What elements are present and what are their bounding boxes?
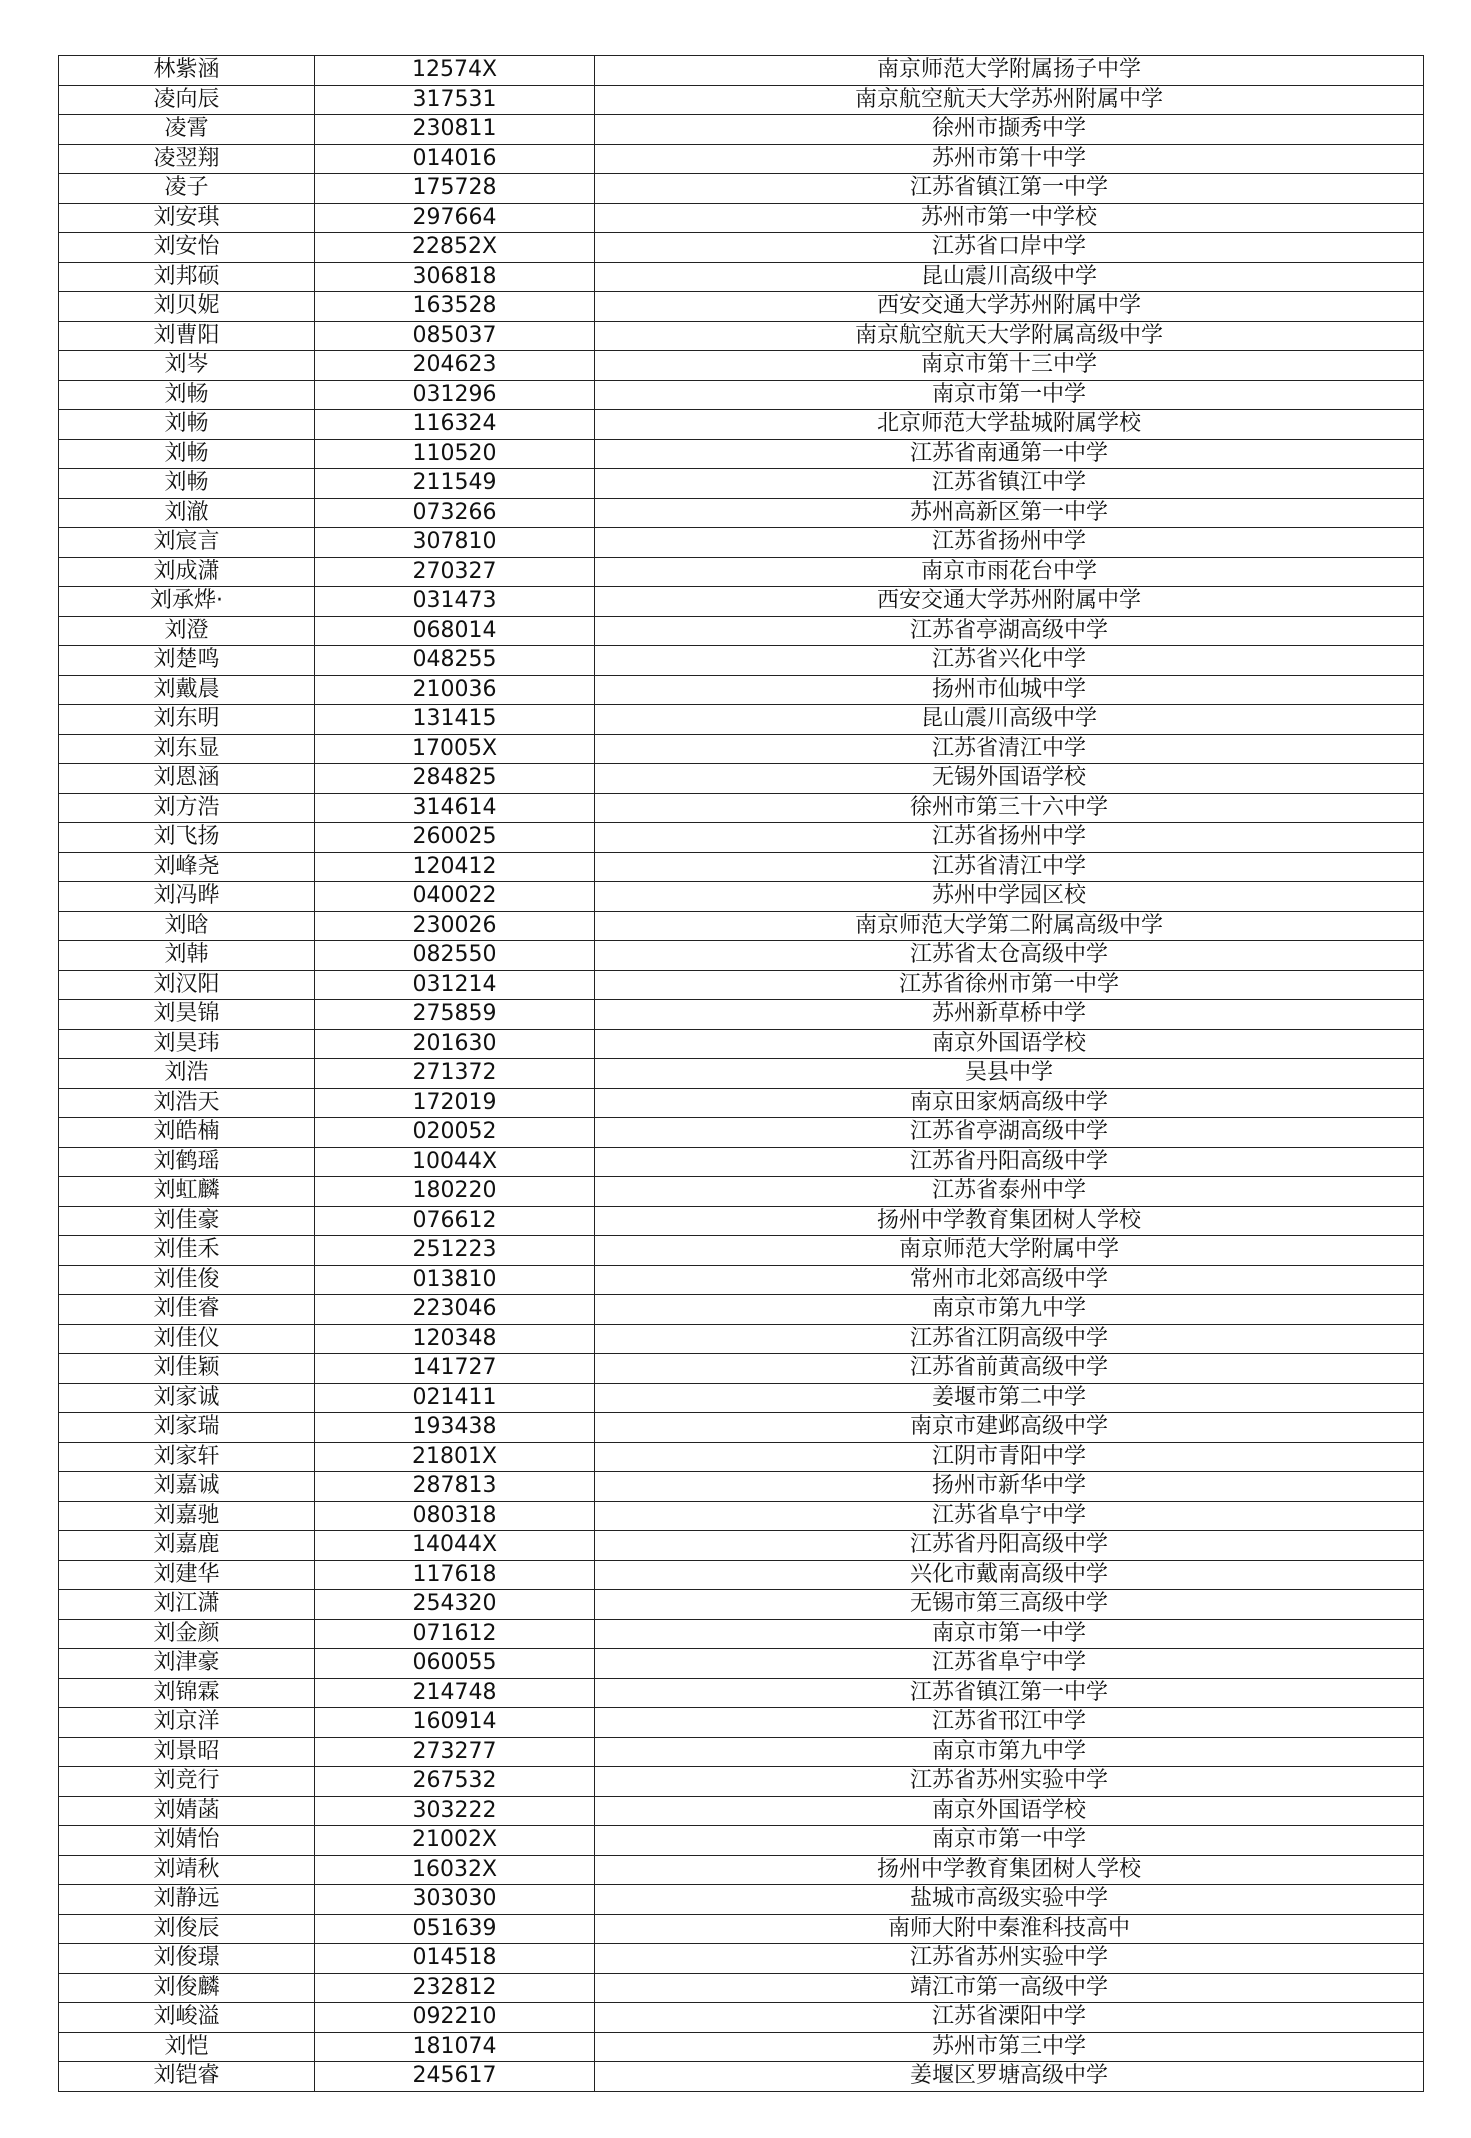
student-name-cell: 刘畅 [59,380,315,410]
table-row [59,734,1424,764]
id-code-cell: 317531 [315,85,595,115]
school-name-cell: 苏州中学园区校 [595,882,1424,912]
school-name-cell: 南京航空航天大学附属高级中学 [595,321,1424,351]
school-name-cell: 南京外国语学校 [595,1029,1424,1059]
school-name-cell: 江苏省丹阳高级中学 [595,1147,1424,1177]
school-name-cell: 姜堰区罗塘高级中学 [595,2062,1424,2092]
id-code-cell: 013810 [315,1265,595,1295]
roster-table-body [59,56,1424,2092]
student-name-cell: 刘佳禾 [59,1236,315,1266]
student-name-cell: 刘恩涵 [59,764,315,794]
table-row [59,321,1424,351]
id-code-cell: 076612 [315,1206,595,1236]
id-code-cell: 193438 [315,1413,595,1443]
student-name-cell: 刘曹阳 [59,321,315,351]
table-row [59,1590,1424,1620]
table-row [59,2062,1424,2092]
id-code-cell: 21801X [315,1442,595,1472]
school-name-cell: 无锡外国语学校 [595,764,1424,794]
school-name-cell: 江苏省太仓高级中学 [595,941,1424,971]
school-name-cell: 江苏省清江中学 [595,734,1424,764]
school-name-cell: 南京航空航天大学苏州附属中学 [595,85,1424,115]
id-code-cell: 232812 [315,1973,595,2003]
student-name-cell: 刘家轩 [59,1442,315,1472]
table-row [59,115,1424,145]
id-code-cell: 260025 [315,823,595,853]
table-row [59,1177,1424,1207]
student-name-cell: 刘佳睿 [59,1295,315,1325]
school-name-cell: 江苏省苏州实验中学 [595,1767,1424,1797]
school-name-cell: 江苏省泰州中学 [595,1177,1424,1207]
student-name-cell: 林紫涵 [59,56,315,86]
table-row [59,1147,1424,1177]
table-row [59,616,1424,646]
student-name-cell: 刘韩 [59,941,315,971]
id-code-cell: 314614 [315,793,595,823]
student-name-cell: 刘江潇 [59,1590,315,1620]
table-row [59,1206,1424,1236]
id-code-cell: 031214 [315,970,595,1000]
id-code-cell: 181074 [315,2032,595,2062]
school-name-cell: 南京市第一中学 [595,380,1424,410]
id-code-cell: 071612 [315,1619,595,1649]
id-code-cell: 120412 [315,852,595,882]
school-name-cell: 盐城市高级实验中学 [595,1885,1424,1915]
table-row [59,1973,1424,2003]
student-name-cell: 刘畅 [59,439,315,469]
student-name-cell: 刘邦硕 [59,262,315,292]
student-name-cell: 刘晗 [59,911,315,941]
school-name-cell: 无锡市第三高级中学 [595,1590,1424,1620]
table-row [59,852,1424,882]
school-name-cell: 靖江市第一高级中学 [595,1973,1424,2003]
student-name-cell: 刘嘉鹿 [59,1531,315,1561]
table-row [59,1383,1424,1413]
id-code-cell: 116324 [315,410,595,440]
id-code-cell: 271372 [315,1059,595,1089]
table-row [59,823,1424,853]
id-code-cell: 110520 [315,439,595,469]
school-name-cell: 江苏省扬州中学 [595,528,1424,558]
school-name-cell: 兴化市戴南高级中学 [595,1560,1424,1590]
id-code-cell: 141727 [315,1354,595,1384]
table-row [59,675,1424,705]
student-name-cell: 刘浩 [59,1059,315,1089]
id-code-cell: 267532 [315,1767,595,1797]
table-row [59,793,1424,823]
student-name-cell: 刘安琪 [59,203,315,233]
student-name-cell: 刘昊锦 [59,1000,315,1030]
id-code-cell: 073266 [315,498,595,528]
school-name-cell: 江苏省亭湖高级中学 [595,1118,1424,1148]
id-code-cell: 12574X [315,56,595,86]
id-code-cell: 031296 [315,380,595,410]
school-name-cell: 江苏省邗江中学 [595,1708,1424,1738]
student-name-cell: 凌子 [59,174,315,204]
school-name-cell: 西安交通大学苏州附属中学 [595,587,1424,617]
school-name-cell: 苏州市第三中学 [595,2032,1424,2062]
student-name-cell: 凌向辰 [59,85,315,115]
student-name-cell: 刘建华 [59,1560,315,1590]
table-row [59,970,1424,1000]
student-name-cell: 凌霄 [59,115,315,145]
id-code-cell: 230026 [315,911,595,941]
id-code-cell: 051639 [315,1914,595,1944]
table-row [59,439,1424,469]
student-name-cell: 刘虹麟 [59,1177,315,1207]
id-code-cell: 284825 [315,764,595,794]
table-row [59,1324,1424,1354]
table-row [59,292,1424,322]
student-name-cell: 刘澈 [59,498,315,528]
school-name-cell: 西安交通大学苏州附属中学 [595,292,1424,322]
school-name-cell: 江苏省镇江第一中学 [595,1678,1424,1708]
student-name-cell: 刘鹤瑶 [59,1147,315,1177]
table-row [59,1885,1424,1915]
id-code-cell: 223046 [315,1295,595,1325]
school-name-cell: 江苏省溧阳中学 [595,2003,1424,2033]
student-name-cell: 刘戴晨 [59,675,315,705]
school-name-cell: 江苏省镇江第一中学 [595,174,1424,204]
table-row [59,2032,1424,2062]
student-name-cell: 刘佳仪 [59,1324,315,1354]
id-code-cell: 307810 [315,528,595,558]
school-name-cell: 江苏省丹阳高级中学 [595,1531,1424,1561]
student-name-cell: 刘婧菡 [59,1796,315,1826]
table-row [59,1442,1424,1472]
school-name-cell: 苏州市第十中学 [595,144,1424,174]
id-code-cell: 254320 [315,1590,595,1620]
table-row [59,1501,1424,1531]
student-name-cell: 刘畅 [59,469,315,499]
student-name-cell: 刘靖秋 [59,1855,315,1885]
school-name-cell: 江苏省江阴高级中学 [595,1324,1424,1354]
student-name-cell: 刘津豪 [59,1649,315,1679]
id-code-cell: 131415 [315,705,595,735]
table-row [59,174,1424,204]
student-name-cell: 刘畅 [59,410,315,440]
table-row [59,85,1424,115]
school-name-cell: 苏州市第一中学校 [595,203,1424,233]
table-row [59,587,1424,617]
student-name-cell: 刘恺 [59,2032,315,2062]
id-code-cell: 180220 [315,1177,595,1207]
table-row [59,1000,1424,1030]
table-row [59,1295,1424,1325]
id-code-cell: 014016 [315,144,595,174]
id-code-cell: 060055 [315,1649,595,1679]
table-row [59,1737,1424,1767]
id-code-cell: 210036 [315,675,595,705]
student-name-cell: 刘安怡 [59,233,315,263]
table-row [59,233,1424,263]
table-row [59,1029,1424,1059]
school-name-cell: 江苏省徐州市第一中学 [595,970,1424,1000]
id-code-cell: 211549 [315,469,595,499]
id-code-cell: 172019 [315,1088,595,1118]
id-code-cell: 021411 [315,1383,595,1413]
id-code-cell: 031473 [315,587,595,617]
table-row [59,1826,1424,1856]
id-code-cell: 117618 [315,1560,595,1590]
student-name-cell: 刘浩天 [59,1088,315,1118]
id-code-cell: 068014 [315,616,595,646]
student-name-cell: 刘承烨· [59,587,315,617]
student-name-cell: 刘铠睿 [59,2062,315,2092]
school-name-cell: 扬州市仙城中学 [595,675,1424,705]
school-name-cell: 徐州市第三十六中学 [595,793,1424,823]
school-name-cell: 江苏省苏州实验中学 [595,1944,1424,1974]
school-name-cell: 江苏省阜宁中学 [595,1649,1424,1679]
table-row [59,1354,1424,1384]
student-name-cell: 刘皓楠 [59,1118,315,1148]
table-row [59,351,1424,381]
student-name-cell: 刘佳豪 [59,1206,315,1236]
id-code-cell: 275859 [315,1000,595,1030]
id-code-cell: 163528 [315,292,595,322]
table-row [59,1678,1424,1708]
student-name-cell: 刘峰尧 [59,852,315,882]
id-code-cell: 16032X [315,1855,595,1885]
student-name-cell: 刘方浩 [59,793,315,823]
id-code-cell: 082550 [315,941,595,971]
school-name-cell: 南师大附中秦淮科技高中 [595,1914,1424,1944]
table-row [59,1472,1424,1502]
school-name-cell: 南京师范大学附属扬子中学 [595,56,1424,86]
student-name-cell: 刘冯晔 [59,882,315,912]
student-name-cell: 刘成潇 [59,557,315,587]
school-name-cell: 苏州高新区第一中学 [595,498,1424,528]
student-name-cell: 刘飞扬 [59,823,315,853]
table-row [59,1944,1424,1974]
id-code-cell: 120348 [315,1324,595,1354]
table-row [59,764,1424,794]
table-row [59,1265,1424,1295]
student-name-cell: 刘京洋 [59,1708,315,1738]
id-code-cell: 245617 [315,2062,595,2092]
roster-table [58,55,1424,2092]
school-name-cell: 南京市建邺高级中学 [595,1413,1424,1443]
table-row [59,1708,1424,1738]
table-row [59,705,1424,735]
id-code-cell: 080318 [315,1501,595,1531]
id-code-cell: 270327 [315,557,595,587]
school-name-cell: 南京市第九中学 [595,1295,1424,1325]
student-name-cell: 刘俊麟 [59,1973,315,2003]
table-row [59,528,1424,558]
student-name-cell: 刘东显 [59,734,315,764]
id-code-cell: 160914 [315,1708,595,1738]
table-row [59,1560,1424,1590]
school-name-cell: 苏州新草桥中学 [595,1000,1424,1030]
school-name-cell: 江苏省清江中学 [595,852,1424,882]
school-name-cell: 南京外国语学校 [595,1796,1424,1826]
school-name-cell: 昆山震川高级中学 [595,705,1424,735]
id-code-cell: 287813 [315,1472,595,1502]
student-name-cell: 刘金颜 [59,1619,315,1649]
table-row [59,1413,1424,1443]
school-name-cell: 江苏省阜宁中学 [595,1501,1424,1531]
student-name-cell: 刘家诚 [59,1383,315,1413]
student-name-cell: 刘昊玮 [59,1029,315,1059]
school-name-cell: 南京市第十三中学 [595,351,1424,381]
id-code-cell: 085037 [315,321,595,351]
school-name-cell: 江苏省镇江中学 [595,469,1424,499]
student-name-cell: 刘岑 [59,351,315,381]
id-code-cell: 306818 [315,262,595,292]
school-name-cell: 江苏省扬州中学 [595,823,1424,853]
id-code-cell: 175728 [315,174,595,204]
table-row [59,1796,1424,1826]
student-name-cell: 刘嘉驰 [59,1501,315,1531]
student-name-cell: 刘峻溢 [59,2003,315,2033]
student-name-cell: 刘婧怡 [59,1826,315,1856]
table-row [59,646,1424,676]
id-code-cell: 14044X [315,1531,595,1561]
school-name-cell: 江苏省前黄高级中学 [595,1354,1424,1384]
id-code-cell: 21002X [315,1826,595,1856]
school-name-cell: 江苏省口岸中学 [595,233,1424,263]
table-row [59,144,1424,174]
student-name-cell: 刘汉阳 [59,970,315,1000]
id-code-cell: 201630 [315,1029,595,1059]
table-row [59,557,1424,587]
school-name-cell: 扬州中学教育集团树人学校 [595,1855,1424,1885]
table-row [59,410,1424,440]
table-row [59,941,1424,971]
school-name-cell: 吴县中学 [595,1059,1424,1089]
school-name-cell: 江苏省亭湖高级中学 [595,616,1424,646]
school-name-cell: 南京市雨花台中学 [595,557,1424,587]
table-row [59,882,1424,912]
school-name-cell: 常州市北郊高级中学 [595,1265,1424,1295]
student-name-cell: 刘俊辰 [59,1914,315,1944]
table-row [59,1059,1424,1089]
student-name-cell: 刘家瑞 [59,1413,315,1443]
school-name-cell: 北京师范大学盐城附属学校 [595,410,1424,440]
school-name-cell: 江苏省南通第一中学 [595,439,1424,469]
id-code-cell: 297664 [315,203,595,233]
id-code-cell: 048255 [315,646,595,676]
school-name-cell: 南京田家炳高级中学 [595,1088,1424,1118]
table-row [59,1649,1424,1679]
student-name-cell: 刘俊璟 [59,1944,315,1974]
table-row [59,1118,1424,1148]
school-name-cell: 扬州中学教育集团树人学校 [595,1206,1424,1236]
id-code-cell: 22852X [315,233,595,263]
table-row [59,498,1424,528]
student-name-cell: 刘佳俊 [59,1265,315,1295]
id-code-cell: 230811 [315,115,595,145]
table-row [59,1531,1424,1561]
id-code-cell: 214748 [315,1678,595,1708]
table-row [59,1619,1424,1649]
id-code-cell: 014518 [315,1944,595,1974]
id-code-cell: 303030 [315,1885,595,1915]
table-row [59,1088,1424,1118]
table-row [59,2003,1424,2033]
id-code-cell: 020052 [315,1118,595,1148]
table-row [59,380,1424,410]
school-name-cell: 扬州市新华中学 [595,1472,1424,1502]
student-name-cell: 凌翌翔 [59,144,315,174]
school-name-cell: 徐州市撷秀中学 [595,115,1424,145]
student-name-cell: 刘楚鸣 [59,646,315,676]
table-row [59,203,1424,233]
student-name-cell: 刘佳颖 [59,1354,315,1384]
school-name-cell: 南京市第一中学 [595,1826,1424,1856]
table-row [59,911,1424,941]
id-code-cell: 040022 [315,882,595,912]
student-name-cell: 刘竞行 [59,1767,315,1797]
school-name-cell: 南京师范大学附属中学 [595,1236,1424,1266]
student-name-cell: 刘景昭 [59,1737,315,1767]
school-name-cell: 南京师范大学第二附属高级中学 [595,911,1424,941]
student-name-cell: 刘澄 [59,616,315,646]
school-name-cell: 昆山震川高级中学 [595,262,1424,292]
id-code-cell: 17005X [315,734,595,764]
id-code-cell: 204623 [315,351,595,381]
id-code-cell: 273277 [315,1737,595,1767]
student-name-cell: 刘锦霖 [59,1678,315,1708]
school-name-cell: 南京市第九中学 [595,1737,1424,1767]
student-name-cell: 刘贝妮 [59,292,315,322]
school-name-cell: 江苏省兴化中学 [595,646,1424,676]
school-name-cell: 南京市第一中学 [595,1619,1424,1649]
table-row [59,1914,1424,1944]
school-name-cell: 江阴市青阳中学 [595,1442,1424,1472]
id-code-cell: 092210 [315,2003,595,2033]
table-row [59,1236,1424,1266]
student-name-cell: 刘宸言 [59,528,315,558]
student-name-cell: 刘静远 [59,1885,315,1915]
student-name-cell: 刘东明 [59,705,315,735]
school-name-cell: 姜堰市第二中学 [595,1383,1424,1413]
table-row [59,469,1424,499]
id-code-cell: 10044X [315,1147,595,1177]
student-name-cell: 刘嘉诚 [59,1472,315,1502]
table-row [59,1855,1424,1885]
id-code-cell: 251223 [315,1236,595,1266]
id-code-cell: 303222 [315,1796,595,1826]
table-row [59,56,1424,86]
table-row [59,1767,1424,1797]
table-row [59,262,1424,292]
